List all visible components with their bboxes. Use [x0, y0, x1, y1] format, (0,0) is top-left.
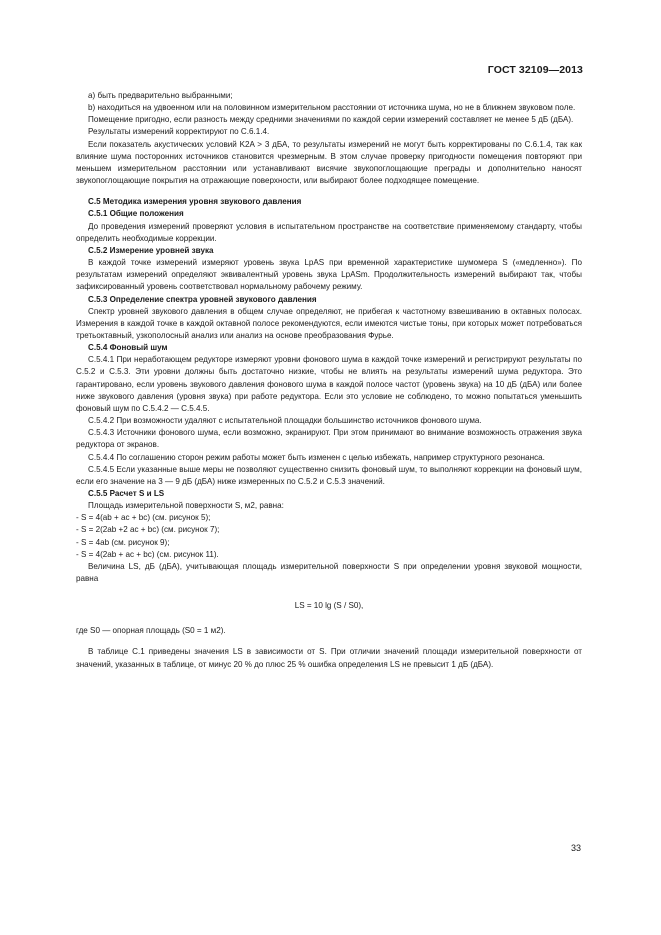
- subsection-heading: С.5.3 Определение спектра уровней звукового давления: [88, 294, 317, 304]
- paragraph: Результаты измерений корректируют по С.6.1.4.: [88, 127, 270, 137]
- paragraph: Спектр уровней звукового давления в общем случае определяют, не прибегая к частотному взвешиванию в октавных полосах. Измерения в каждой точке в каждой октавной полосе рекомендуются, если имеются чистые тоны, при которых может потребоваться третьоктавный, узкополосный анализ или анализ на основе преобразования Фурье.: [76, 306, 582, 340]
- paragraph: До проведения измерений проверяют условия в испытательном пространстве на соответствие применяемому стандарту, чтобы определить необходимые коррекции.: [76, 221, 582, 243]
- formula-text: LS = 10 lg (S / S0),: [294, 601, 364, 611]
- section-heading: С.5 Методика измерения уровня звукового давления: [88, 197, 302, 207]
- paragraph: Помещение пригодно, если разность между средними значениями по каждой серии измерений составляет не менее 5 дБ (дБА).: [88, 115, 574, 125]
- list-item: - S = 2(2ab +2 ac + bc) (см. рисунок 7);: [76, 524, 582, 536]
- list-item: - S = 4ab (см. рисунок 9);: [76, 537, 582, 549]
- paragraph: С.5.4.1 При неработающем редукторе измеряют уровни фонового шума в каждой точке измерений и регистрируют результаты по С.5.2 и С.5.3. Эти уровни должны быть достаточно низкие, чтобы не влиять на результаты измерений шума редуктора. Это гарантировано, если уровень звукового давления фонового шума в каждой полосе частот (уровень звука) на 10 дБ (дБА) или более ниже звукового давления (уровня звука) при работе редуктора. Если это условие не соблюдено, то можно попытаться уменьшить фоновый шум по С.5.4.2 — С.5.4.5.: [76, 355, 582, 413]
- paragraph: С.5.4.4 По соглашению сторон режим работы может быть изменен с целью избежать, например структурного резонанса.: [88, 452, 545, 462]
- document-body: [76, 90, 582, 671]
- subsection-heading: С.5.4 Фоновый шум: [88, 343, 168, 353]
- paragraph: В каждой точке измерений измеряют уровень звука LpAS при временной характеристике шумомера S («медленно»). По результатам измерений определяют эквивалентный уровень звука LpASm. Продолжительность измерений выбирают так, чтобы зафиксированный уровень соответствовал нормальному рабочему режиму.: [76, 258, 582, 292]
- formula-ls: [76, 589, 582, 623]
- paragraph: С.5.4.5 Если указанные выше меры не позволяют существенно снизить фоновый шум, то выполняют коррекции на фоновый шум, если его значение на 3 — 9 дБ (дБА) ниже измеренных по С.5.2 и С.5.3 значений.: [76, 464, 582, 486]
- paragraph: Величина LS, дБ (дБА), учитывающая площадь измерительной поверхности S при определении уровня звуковой мощности, равна: [76, 561, 582, 584]
- paragraph: Площадь измерительной поверхности S, м2, равна:: [88, 501, 284, 511]
- paragraph: Если показатель акустических условий K2A > 3 дБА, то результаты измерений не могут быть корректированы по С.6.1.4, так как влияние шума посторонних источников становится чрезмерным. В этом случае проверку пригодности помещения повторяют при меньшем измерительном расстоянии или устанавливают висячие звукопоглощающие преграды и дополнительно наносят звукопоглощающие покрытия на отражающие поверхности, или выбирают более подходящее помещение.: [76, 139, 582, 186]
- paragraph: где S0 — опорная площадь (S0 = 1 м2).: [76, 626, 226, 636]
- paragraph: а) быть предварительно выбранными;: [88, 91, 233, 100]
- paragraph: В таблице С.1 приведены значения LS в зависимости от S. При отличии значений площади измерительной поверхности от значений, указанных в таблице, от минус 20 % до плюс 25 % ошибка определения LS не превысит 1 дБ (дБА).: [76, 647, 582, 669]
- subsection-heading: С.5.1 Общие положения: [88, 209, 184, 219]
- list-item: - S = 4(ab + ac + bc) (см. рисунок 5);: [76, 512, 582, 524]
- list-item: - S = 4(2ab + ac + bc) (см. рисунок 11).: [76, 549, 582, 561]
- formula-list: [76, 512, 582, 561]
- paragraph: b) находиться на удвоенном или на половинном измерительном расстоянии от источника шума, но не в ближнем звуковом поле.: [88, 103, 576, 113]
- paragraph: С.5.4.2 При возможности удаляют с испытательной площадки большинство источников фонового шума.: [88, 416, 482, 426]
- paragraph: С.5.4.3 Источники фонового шума, если возможно, экранируют. При этом принимают во внимание возможность отражения звука редуктора от экранов.: [76, 428, 582, 450]
- page-number: 33: [570, 843, 581, 853]
- subsection-heading: С.5.5 Расчет S и LS: [88, 489, 165, 498]
- standard-header: ГОСТ 32109—2013: [487, 64, 583, 76]
- subsection-heading: С.5.2 Измерение уровней звука: [88, 245, 214, 255]
